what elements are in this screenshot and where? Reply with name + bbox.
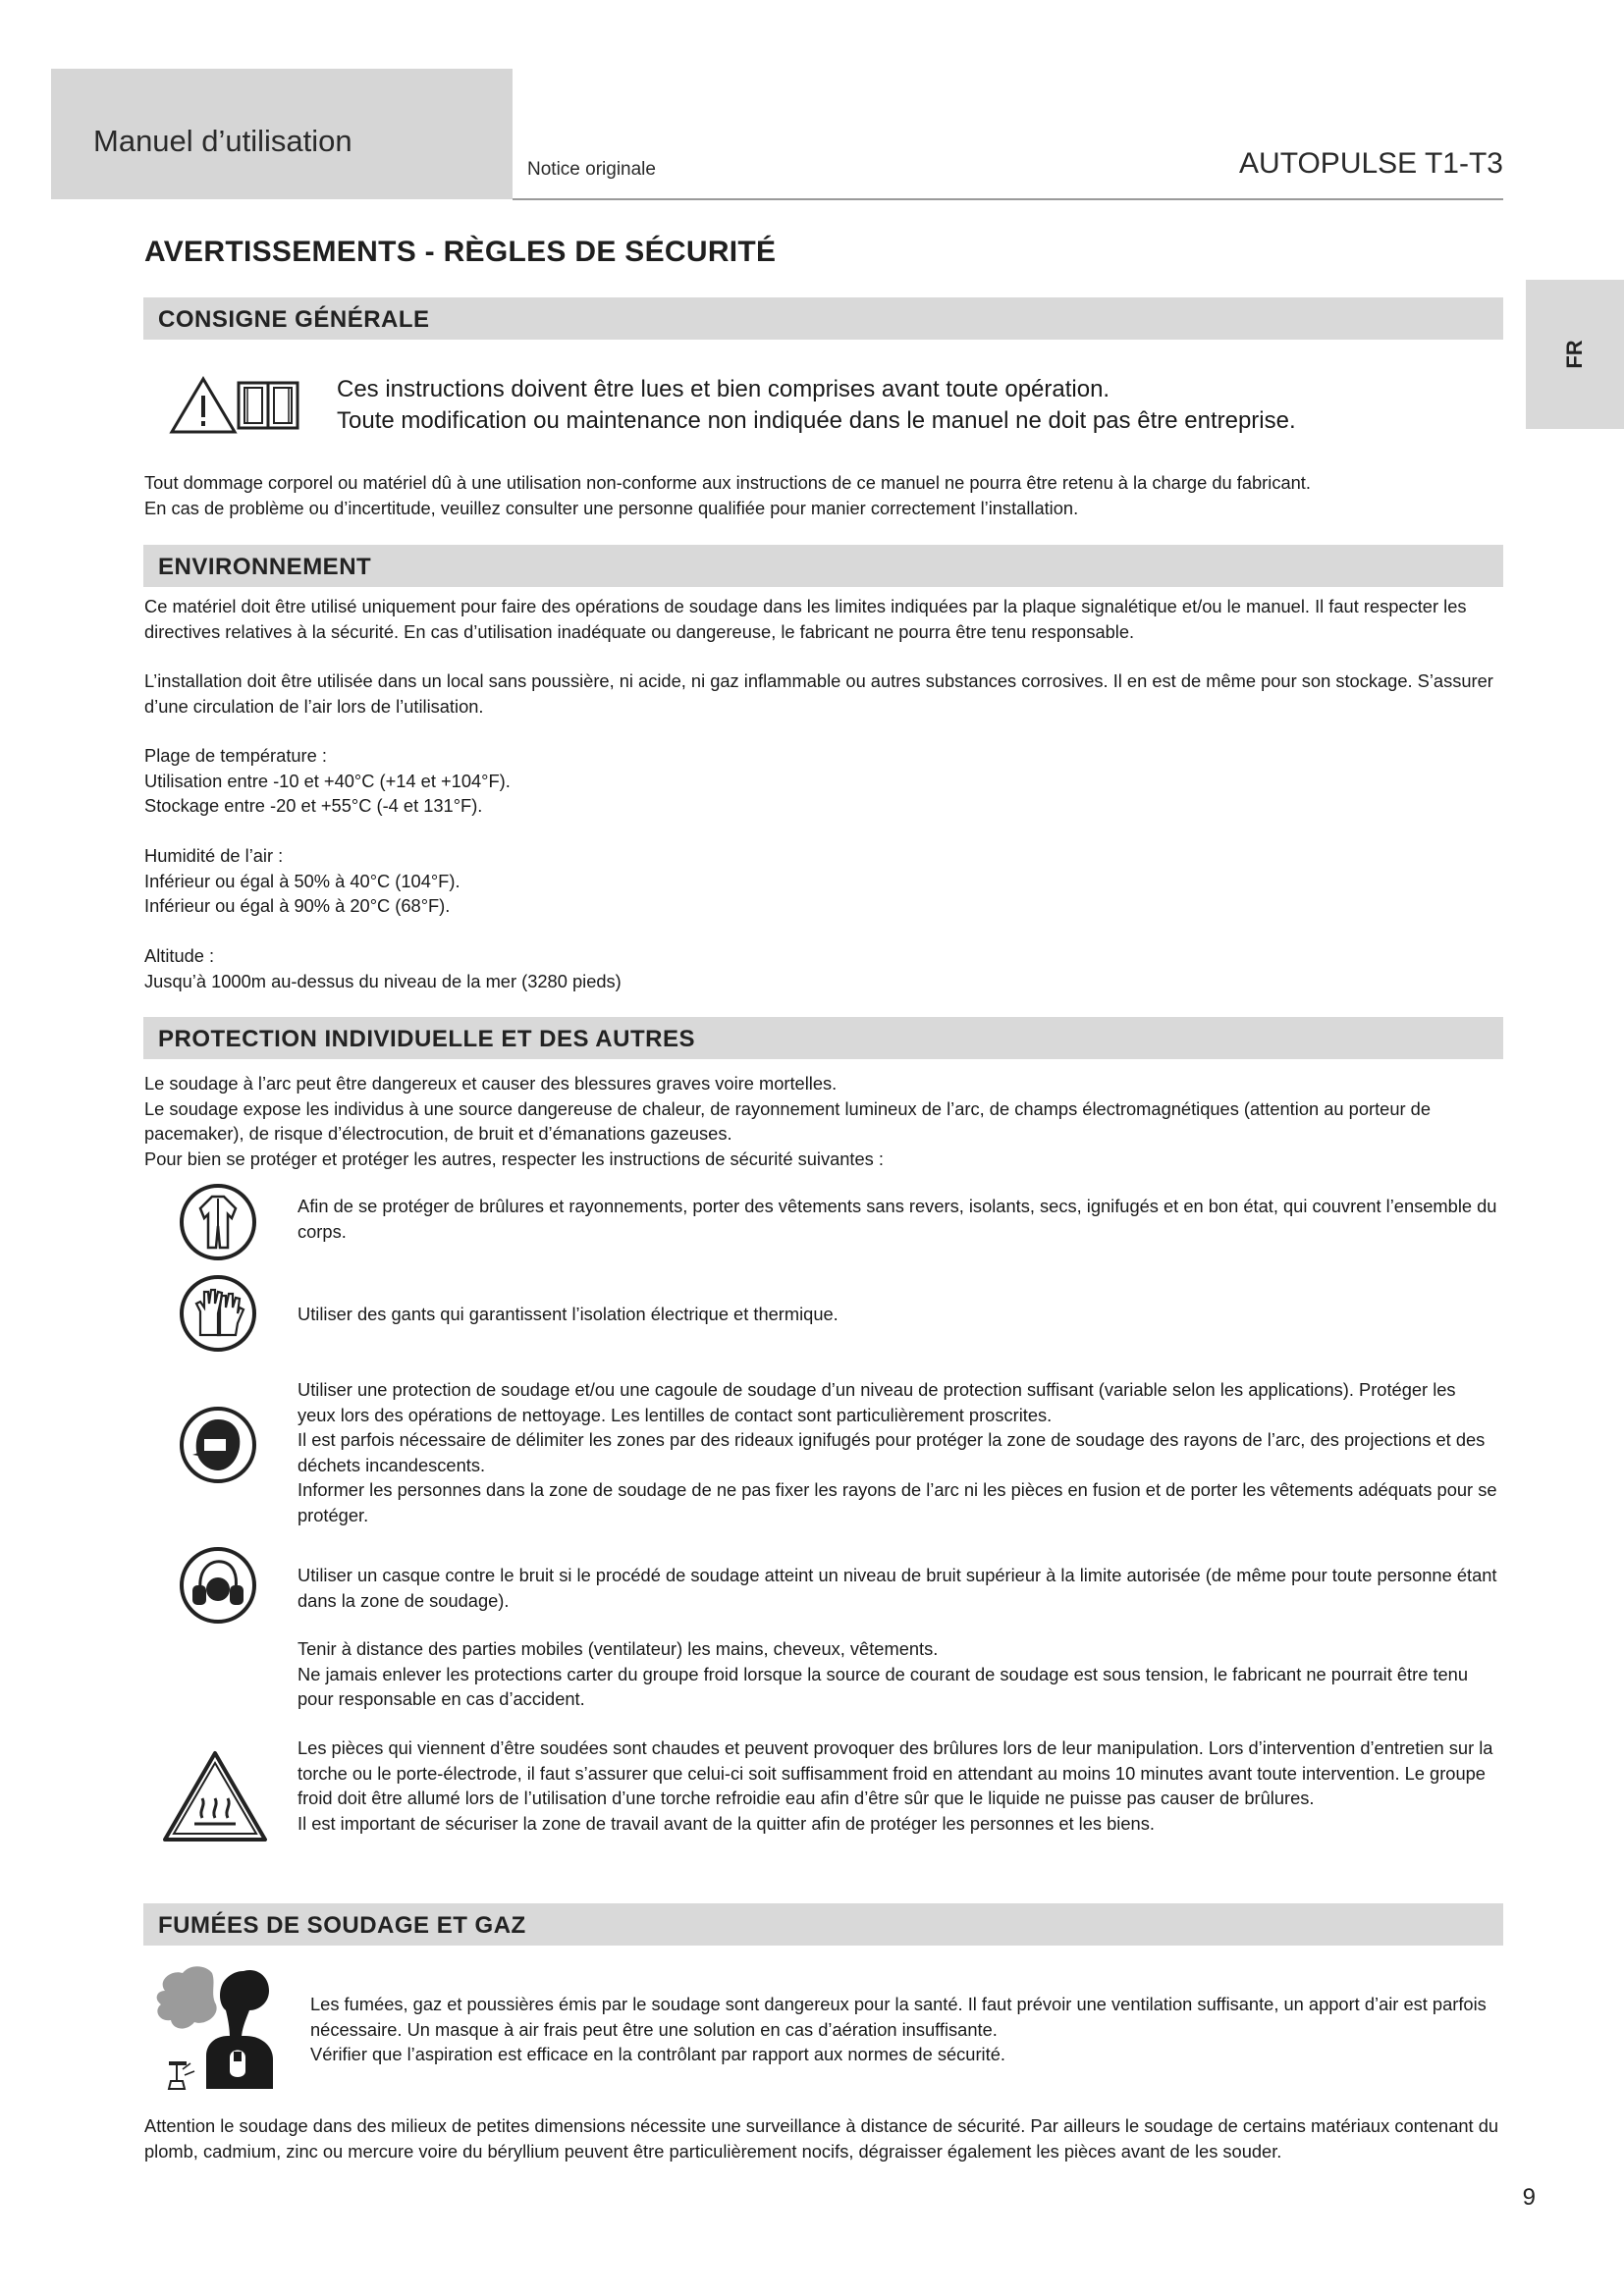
general-paragraph: [144, 470, 1504, 520]
paragraph-line: Pour bien se protéger et protéger les autres, respecter les instructions de sécurité suivantes :: [144, 1148, 884, 1169]
section-header-fumes: [143, 1903, 1503, 1946]
section-title: FUMÉES DE SOUDAGE ET GAZ: [158, 1912, 526, 1939]
environment-para-2: [144, 668, 1504, 719]
manual-book-icon: [236, 378, 300, 433]
altitude-block: [144, 943, 1504, 993]
paragraph: Vérifier que l’aspiration est efficace en la contrôlant par rapport aux normes de sécurité.: [310, 2044, 1005, 2064]
paragraph: Ce matériel doit être utilisé uniquement pour faire des opérations de soudage dans les limites indiquées par la plaque signalétique et/ou le manuel. Il faut respecter les directives relatives à la sécurité. En cas d’utilisation inadéquate ou dangereuse, le fabricant ne pourra être tenu responsable.: [144, 596, 1467, 642]
paragraph: Tenir à distance des parties mobiles (ventilateur) les mains, cheveux, vêtements.: [298, 1638, 939, 1659]
manual-title: Manuel d’utilisation: [93, 124, 352, 158]
warning-line: Toute modification ou maintenance non indiquée dans le manuel ne doit pas être entreprise.: [337, 407, 1296, 434]
paragraph: Il est important de sécuriser la zone de travail avant de la quitter afin de protéger les personnes et les biens.: [298, 1812, 1155, 1834]
section-header-environment: [143, 545, 1503, 587]
ear-text: [298, 1563, 1497, 1613]
notice-label: Notice originale: [527, 159, 656, 180]
paragraph: Afin de se protéger de brûlures et rayonnements, porter des vêtements sans revers, isolants, secs, ignifugés et en bon état, qui couvrent l’ensemble du corps.: [298, 1196, 1497, 1242]
paragraph-line: Tout dommage corporel ou matériel dû à une utilisation non-conforme aux instructions de ce manuel ne pourra être retenu à la charge du fabricant.: [144, 472, 1311, 493]
moving-parts-text: [298, 1636, 1497, 1712]
page-title: AVERTISSEMENTS - RÈGLES DE SÉCURITÉ: [144, 236, 777, 268]
language-tab-label: FR: [1562, 340, 1587, 369]
paragraph: Informer les personnes dans la zone de soudage de ne pas fixer les rayons de l’arc ni les pièces en fusion et de porter les vêtements adéquats pour se protéger.: [298, 1479, 1497, 1525]
paragraph-line: En cas de problème ou d’incertitude, veuillez consulter une personne qualifiée pour manier correctement l’installation.: [144, 497, 1079, 518]
gloves-text: [298, 1302, 1497, 1327]
header-rule: [513, 198, 1503, 200]
temperature-block: [144, 743, 1504, 819]
clothing-text: [298, 1194, 1497, 1244]
fumes-icon: [147, 1961, 295, 2099]
fumes-text: [310, 1992, 1493, 2067]
paragraph-line: Le soudage expose les individus à une source dangereuse de chaleur, de rayonnement lumineux de l’arc, de champs électromagnétiques (attention au porteur de pacemaker), de risque d’électrocution, de bruit et d’émanations gazeuses.: [144, 1097, 1431, 1144]
humidity-label: Humidité de l’air :: [144, 845, 284, 866]
warning-line: Ces instructions doivent être lues et bien comprises avant toute opération.: [337, 376, 1110, 402]
temperature-label: Plage de température :: [144, 745, 327, 766]
humidity-block: [144, 843, 1504, 919]
paragraph-line: Le soudage à l’arc peut être dangereux et causer des blessures graves voire mortelles.: [144, 1073, 838, 1094]
paragraph: Les fumées, gaz et poussières émis par le soudage sont dangereux pour la santé. Il faut prévoir une ventilation suffisante, un apport d’air est parfois nécessaire. Un masque à air frais peut être une solution en cas d’aération insuffisante.: [310, 1994, 1487, 2040]
general-warning: [337, 374, 1296, 437]
paragraph: Les pièces qui viennent d’être soudées sont chaudes et peuvent provoquer des brûlures lors de leur manipulation. Lors d’intervention d’entretien sur la torche ou le porte-électrode, il faut s’assurer que celui-ci soit suffisamment froid en attendant au moins 10 minutes avant toute intervention. Le groupe froid doit être allumé lors de l’utilisation d’une torche refroidie eau afin d’être sûr que le liquide ne puisse pas causer de brûlures.: [298, 1737, 1493, 1808]
hot-parts-text: [298, 1735, 1497, 1836]
paragraph: Utiliser des gants qui garantissent l’isolation électrique et thermique.: [298, 1304, 839, 1324]
section-header-general: [143, 297, 1503, 340]
paragraph: Utiliser un casque contre le bruit si le procédé de soudage atteint un niveau de bruit supérieur à la limite autorisée (de même pour toute personne étant dans la zone de soudage).: [298, 1565, 1497, 1611]
paragraph: Ne jamais enlever les protections carter du groupe froid lorsque la source de courant de soudage est sous tension, le fabricant ne pourrait être tenu pour responsable en cas d’accident.: [298, 1663, 1469, 1709]
temperature-use: Utilisation entre -10 et +40°C (+14 et +104°F).: [144, 770, 511, 791]
paragraph: L’installation doit être utilisée dans un local sans poussière, ni acide, ni gaz inflammable ou autres substances corrosives. Il en est de même pour son stockage. S’assurer d’une circulation de l’air lors de l’utilisation.: [144, 670, 1493, 717]
hot-surface-icon: [161, 1749, 269, 1843]
fumes-attention: [144, 2113, 1504, 2163]
humidity-line: Inférieur ou égal à 90% à 20°C (68°F).: [144, 895, 451, 916]
section-title: PROTECTION INDIVIDUELLE ET DES AUTRES: [158, 1026, 695, 1052]
paragraph: Il est parfois nécessaire de délimiter les zones par des rideaux ignifugés pour protéger la zone de soudage des rayons de l’arc, des projections et des déchets incandescents.: [298, 1429, 1486, 1475]
paragraph: Attention le soudage dans des milieux de petites dimensions nécessite une surveillance à distance de sécurité. Par ailleurs le soudage de certains matériaux contenant du plomb, cadmium, zinc ou mercure voire du béryllium peuvent être particulièrement nocifs, dégraisser également les pièces avant de les souder.: [144, 2115, 1499, 2162]
temperature-storage: Stockage entre -20 et +55°C (-4 et 131°F).: [144, 795, 483, 816]
environment-para-1: [144, 594, 1504, 644]
welding-mask-icon: [179, 1406, 257, 1484]
protection-intro: [144, 1071, 1504, 1171]
paragraph: Utiliser une protection de soudage et/ou une cagoule de soudage d’un niveau de protection suffisant (variable selon les applications). Protéger les yeux lors des opérations de nettoyage. Les lentilles de contact sont particulièrement proscrites.: [298, 1379, 1456, 1425]
page-number: 9: [1522, 2184, 1536, 2211]
section-title: ENVIRONNEMENT: [158, 554, 372, 580]
mask-text: [298, 1377, 1497, 1527]
section-title: CONSIGNE GÉNÉRALE: [158, 306, 430, 333]
model-name: AUTOPULSE T1-T3: [1239, 147, 1503, 180]
humidity-line: Inférieur ou égal à 50% à 40°C (104°F).: [144, 870, 460, 891]
altitude-value: Jusqu’à 1000m au-dessus du niveau de la mer (3280 pieds): [144, 970, 622, 991]
warning-triangle-icon: [169, 376, 238, 435]
section-header-protection: [143, 1017, 1503, 1059]
protective-clothing-icon: [179, 1183, 257, 1261]
ear-protection-icon: [179, 1546, 257, 1625]
gloves-icon: [179, 1274, 257, 1353]
language-tab: [1526, 280, 1624, 429]
altitude-label: Altitude :: [144, 945, 215, 966]
